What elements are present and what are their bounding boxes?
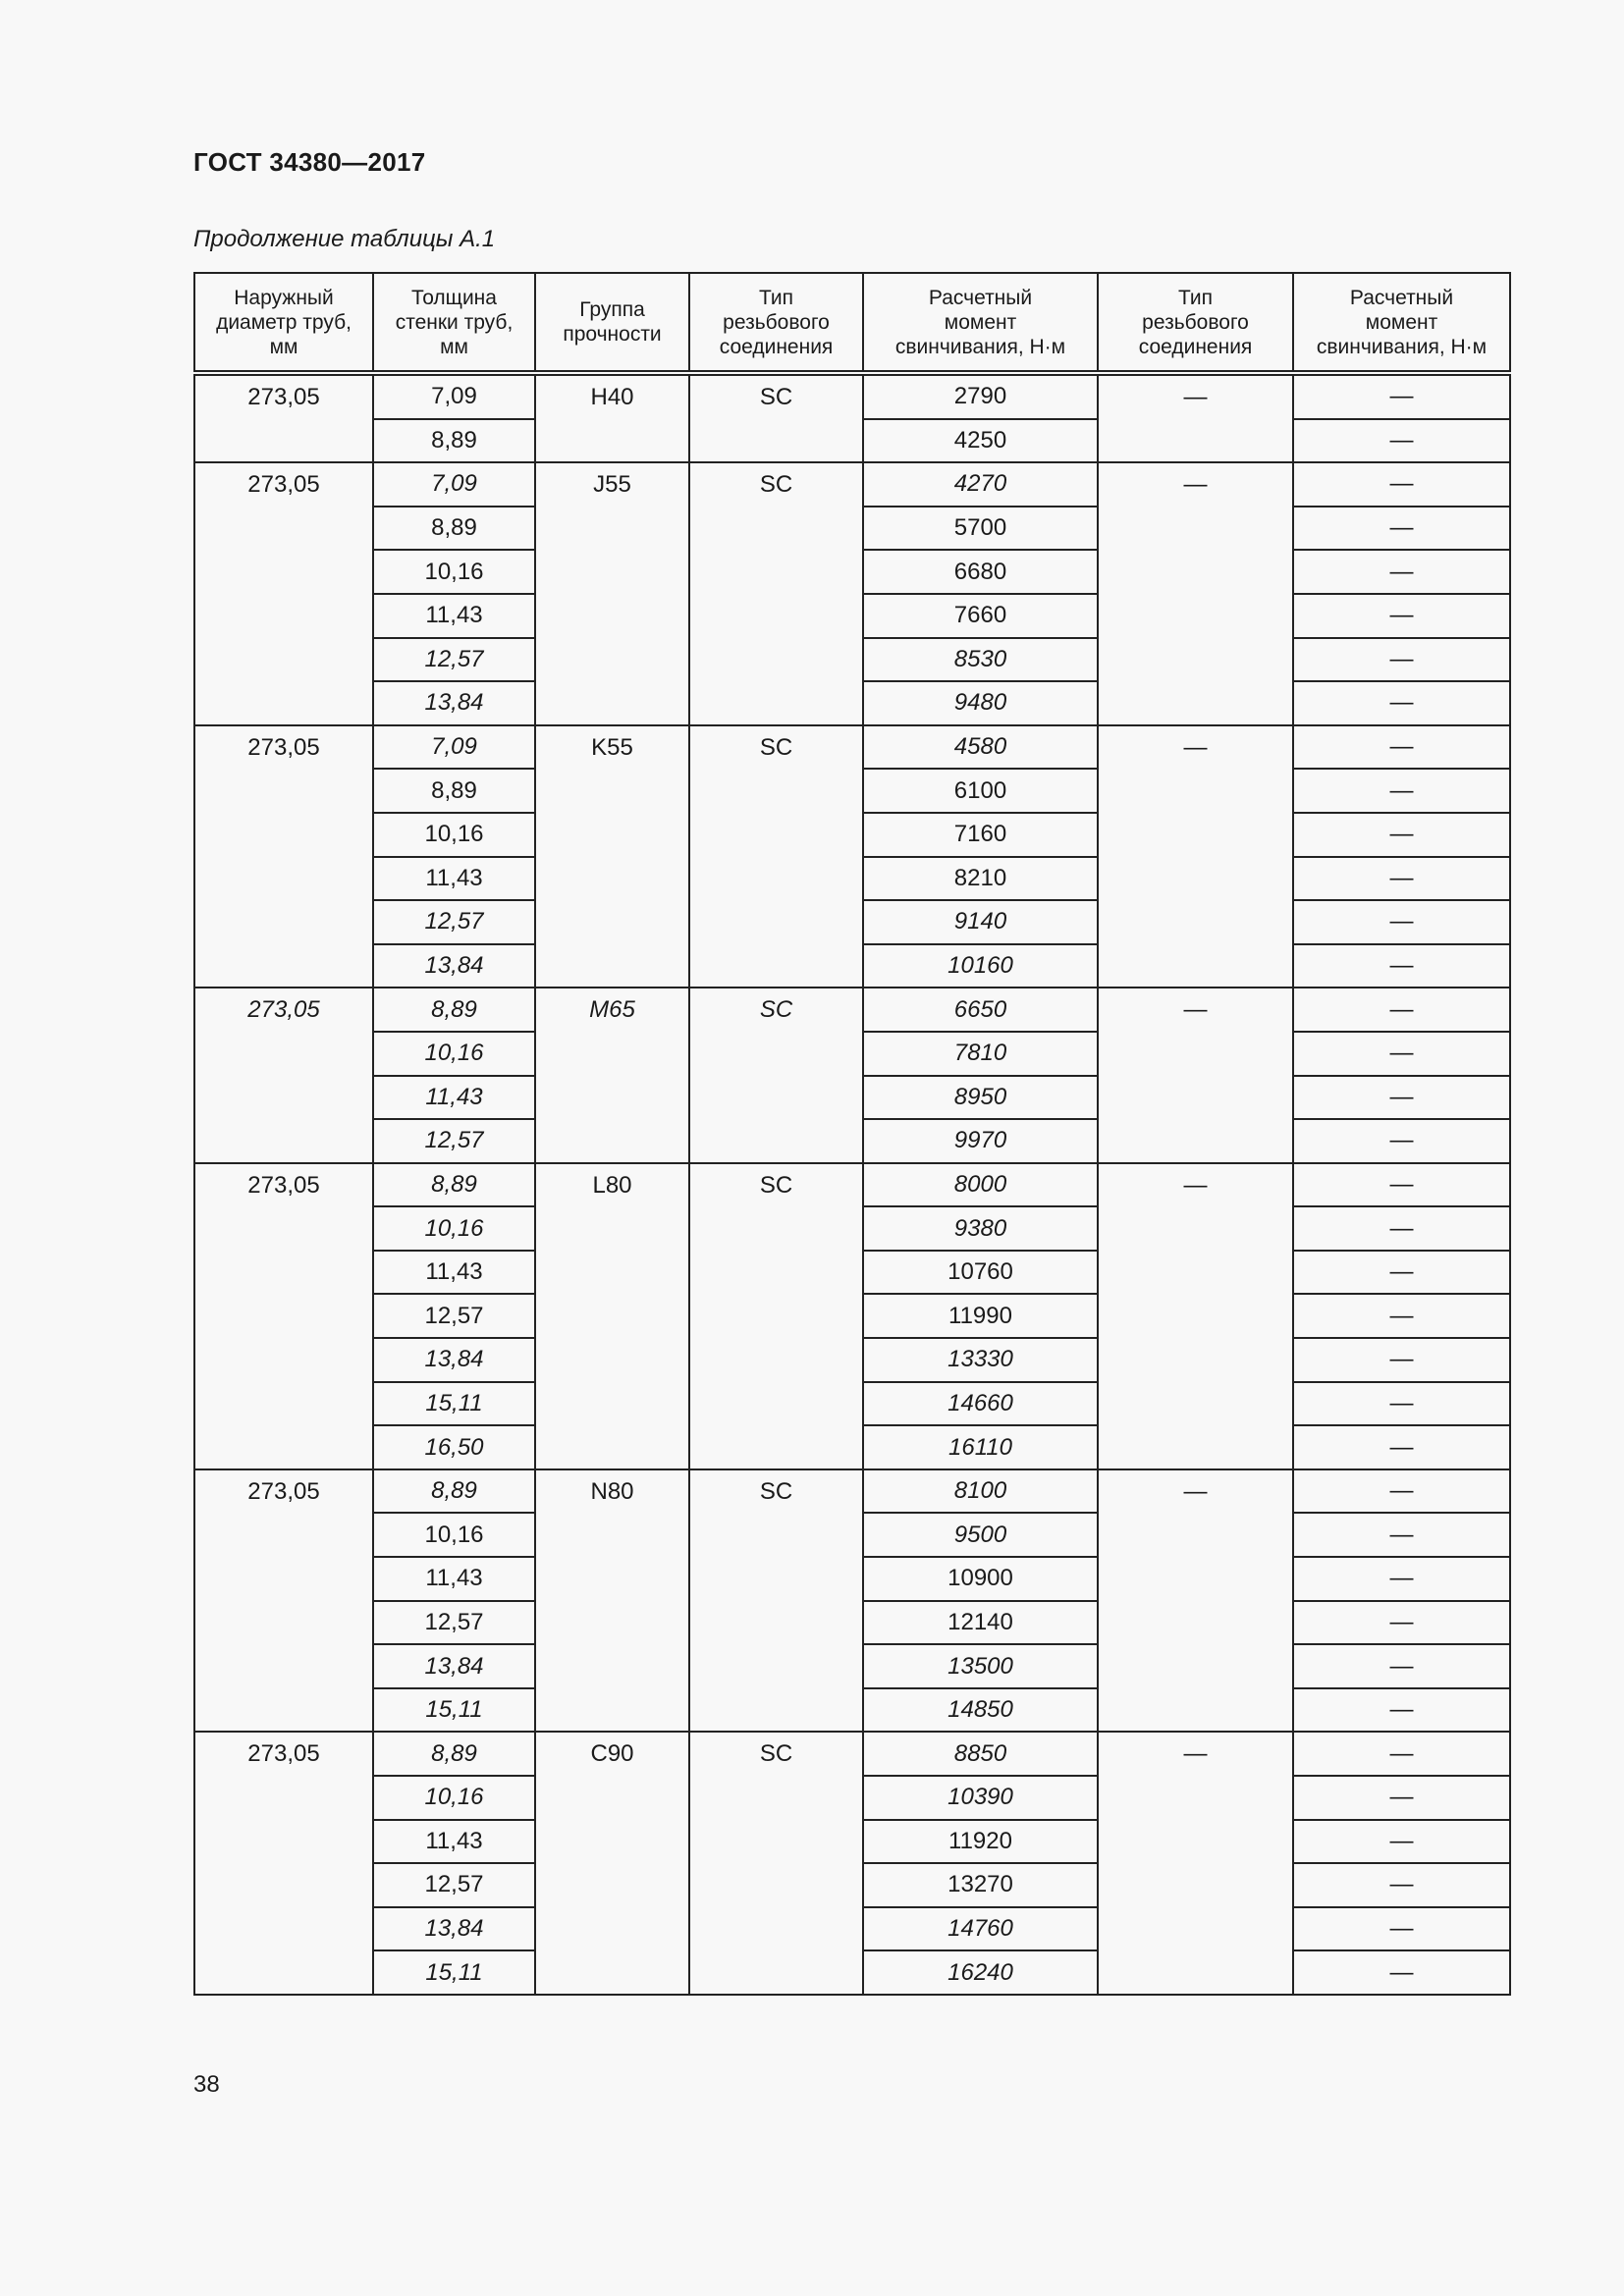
cell-wall-thickness: 12,57 [373,1863,535,1907]
cell-wall-thickness: 8,89 [373,419,535,463]
cell-thread-type-2: — [1098,1469,1293,1733]
cell-wall-thickness: 8,89 [373,1469,535,1514]
cell-torque: 13500 [863,1644,1098,1688]
table-caption: Продолжение таблицы А.1 [193,226,496,252]
cell-wall-thickness: 10,16 [373,1513,535,1557]
cell-torque: 2790 [863,373,1098,419]
table-body [194,373,1510,1995]
cell-torque: 8000 [863,1163,1098,1207]
cell-torque: 14760 [863,1907,1098,1951]
cell-torque: 8530 [863,638,1098,682]
cell-wall-thickness: 13,84 [373,1644,535,1688]
cell-torque-2: — [1293,1644,1510,1688]
cell-torque-2: — [1293,1425,1510,1469]
table-row [194,725,1510,770]
cell-torque: 7660 [863,594,1098,638]
cell-diameter: 273,05 [194,1163,373,1469]
column-header-thread-type-2: Тип резьбового соединения [1098,273,1293,373]
cell-torque-2: — [1293,1294,1510,1338]
cell-torque-2: — [1293,813,1510,857]
cell-thread-type-2: — [1098,373,1293,462]
cell-thread-type-2: — [1098,725,1293,988]
cell-thread-type: SC [689,1163,863,1469]
data-table [193,272,1511,1996]
cell-torque: 8950 [863,1076,1098,1120]
document-title: ГОСТ 34380—2017 [193,147,426,177]
cell-wall-thickness: 12,57 [373,1119,535,1163]
cell-wall-thickness: 11,43 [373,1820,535,1864]
cell-wall-thickness: 13,84 [373,944,535,988]
cell-torque: 7810 [863,1032,1098,1076]
cell-wall-thickness: 8,89 [373,507,535,551]
cell-torque: 14850 [863,1688,1098,1733]
cell-wall-thickness: 11,43 [373,1557,535,1601]
cell-torque-2: — [1293,507,1510,551]
cell-wall-thickness: 7,09 [373,373,535,419]
cell-wall-thickness: 16,50 [373,1425,535,1469]
cell-wall-thickness: 13,84 [373,681,535,725]
cell-torque-2: — [1293,1251,1510,1295]
cell-wall-thickness: 11,43 [373,857,535,901]
cell-wall-thickness: 13,84 [373,1907,535,1951]
cell-torque-2: — [1293,1601,1510,1645]
cell-torque-2: — [1293,681,1510,725]
column-header-wall-thickness: Толщина стенки труб, мм [373,273,535,373]
cell-torque: 10390 [863,1776,1098,1820]
cell-strength-group: J55 [535,462,689,725]
cell-torque: 7160 [863,813,1098,857]
cell-strength-group: M65 [535,988,689,1162]
cell-wall-thickness: 8,89 [373,769,535,813]
table-row [194,1163,1510,1207]
cell-thread-type-2: — [1098,1732,1293,1995]
table-row [194,462,1510,507]
cell-thread-type-2: — [1098,462,1293,725]
cell-torque-2: — [1293,725,1510,770]
cell-diameter: 273,05 [194,725,373,988]
cell-torque: 10760 [863,1251,1098,1295]
cell-torque: 6650 [863,988,1098,1032]
cell-torque: 10160 [863,944,1098,988]
cell-thread-type: SC [689,462,863,725]
cell-torque-2: — [1293,1557,1510,1601]
cell-torque: 14660 [863,1382,1098,1426]
cell-torque-2: — [1293,1732,1510,1776]
cell-torque: 16110 [863,1425,1098,1469]
cell-wall-thickness: 15,11 [373,1382,535,1426]
cell-wall-thickness: 10,16 [373,813,535,857]
cell-torque: 16240 [863,1950,1098,1995]
cell-torque: 5700 [863,507,1098,551]
cell-wall-thickness: 13,84 [373,1338,535,1382]
cell-torque-2: — [1293,638,1510,682]
cell-torque: 11990 [863,1294,1098,1338]
cell-torque: 6100 [863,769,1098,813]
cell-wall-thickness: 11,43 [373,1076,535,1120]
cell-torque-2: — [1293,900,1510,944]
cell-torque-2: — [1293,1206,1510,1251]
cell-torque: 8210 [863,857,1098,901]
cell-thread-type: SC [689,1469,863,1733]
cell-torque-2: — [1293,857,1510,901]
cell-diameter: 273,05 [194,1732,373,1995]
cell-torque: 4580 [863,725,1098,770]
cell-thread-type-2: — [1098,988,1293,1162]
cell-thread-type: SC [689,1732,863,1995]
cell-torque: 13330 [863,1338,1098,1382]
cell-torque-2: — [1293,1076,1510,1120]
cell-torque-2: — [1293,1469,1510,1514]
cell-torque: 9140 [863,900,1098,944]
cell-diameter: 273,05 [194,988,373,1162]
cell-torque: 4250 [863,419,1098,463]
cell-wall-thickness: 10,16 [373,1206,535,1251]
page-number: 38 [193,2071,220,2098]
cell-torque: 11920 [863,1820,1098,1864]
cell-torque-2: — [1293,1776,1510,1820]
cell-wall-thickness: 12,57 [373,638,535,682]
cell-torque: 4270 [863,462,1098,507]
table-row [194,373,1510,419]
cell-strength-group: K55 [535,725,689,988]
cell-torque: 8100 [863,1469,1098,1514]
cell-wall-thickness: 11,43 [373,594,535,638]
cell-wall-thickness: 8,89 [373,988,535,1032]
cell-thread-type: SC [689,988,863,1162]
cell-torque-2: — [1293,769,1510,813]
column-header-thread-type: Тип резьбового соединения [689,273,863,373]
cell-torque-2: — [1293,1820,1510,1864]
cell-torque: 13270 [863,1863,1098,1907]
cell-torque-2: — [1293,988,1510,1032]
cell-torque: 9380 [863,1206,1098,1251]
cell-torque-2: — [1293,462,1510,507]
cell-wall-thickness: 12,57 [373,900,535,944]
cell-torque-2: — [1293,373,1510,419]
cell-torque-2: — [1293,1032,1510,1076]
cell-wall-thickness: 10,16 [373,550,535,594]
cell-torque-2: — [1293,419,1510,463]
cell-wall-thickness: 7,09 [373,725,535,770]
cell-torque-2: — [1293,1382,1510,1426]
table-header-row [194,273,1510,373]
cell-strength-group: N80 [535,1469,689,1733]
cell-torque-2: — [1293,944,1510,988]
cell-wall-thickness: 15,11 [373,1950,535,1995]
cell-wall-thickness: 8,89 [373,1732,535,1776]
cell-thread-type: SC [689,373,863,462]
cell-torque-2: — [1293,594,1510,638]
cell-torque-2: — [1293,1950,1510,1995]
cell-diameter: 273,05 [194,373,373,462]
cell-wall-thickness: 8,89 [373,1163,535,1207]
table-row [194,1732,1510,1776]
cell-diameter: 273,05 [194,462,373,725]
column-header-torque-2: Расчетный момент свинчивания, Н·м [1293,273,1510,373]
table-row [194,988,1510,1032]
cell-wall-thickness: 15,11 [373,1688,535,1733]
cell-thread-type: SC [689,725,863,988]
cell-torque-2: — [1293,1863,1510,1907]
cell-wall-thickness: 10,16 [373,1032,535,1076]
cell-torque: 8850 [863,1732,1098,1776]
cell-wall-thickness: 12,57 [373,1601,535,1645]
cell-torque-2: — [1293,1338,1510,1382]
cell-torque-2: — [1293,1688,1510,1733]
cell-torque: 10900 [863,1557,1098,1601]
column-header-torque: Расчетный момент свинчивания, Н·м [863,273,1098,373]
cell-torque: 6680 [863,550,1098,594]
cell-strength-group: H40 [535,373,689,462]
cell-torque: 9970 [863,1119,1098,1163]
cell-wall-thickness: 10,16 [373,1776,535,1820]
cell-wall-thickness: 7,09 [373,462,535,507]
cell-thread-type-2: — [1098,1163,1293,1469]
cell-torque-2: — [1293,1163,1510,1207]
table-row [194,1469,1510,1514]
column-header-strength-group: Группа прочности [535,273,689,373]
cell-strength-group: L80 [535,1163,689,1469]
cell-torque: 9480 [863,681,1098,725]
cell-torque-2: — [1293,550,1510,594]
cell-diameter: 273,05 [194,1469,373,1733]
cell-torque-2: — [1293,1513,1510,1557]
cell-torque: 9500 [863,1513,1098,1557]
cell-strength-group: C90 [535,1732,689,1995]
cell-torque: 12140 [863,1601,1098,1645]
cell-wall-thickness: 12,57 [373,1294,535,1338]
cell-wall-thickness: 11,43 [373,1251,535,1295]
column-header-diameter: Наружный диаметр труб, мм [194,273,373,373]
cell-torque-2: — [1293,1119,1510,1163]
cell-torque-2: — [1293,1907,1510,1951]
